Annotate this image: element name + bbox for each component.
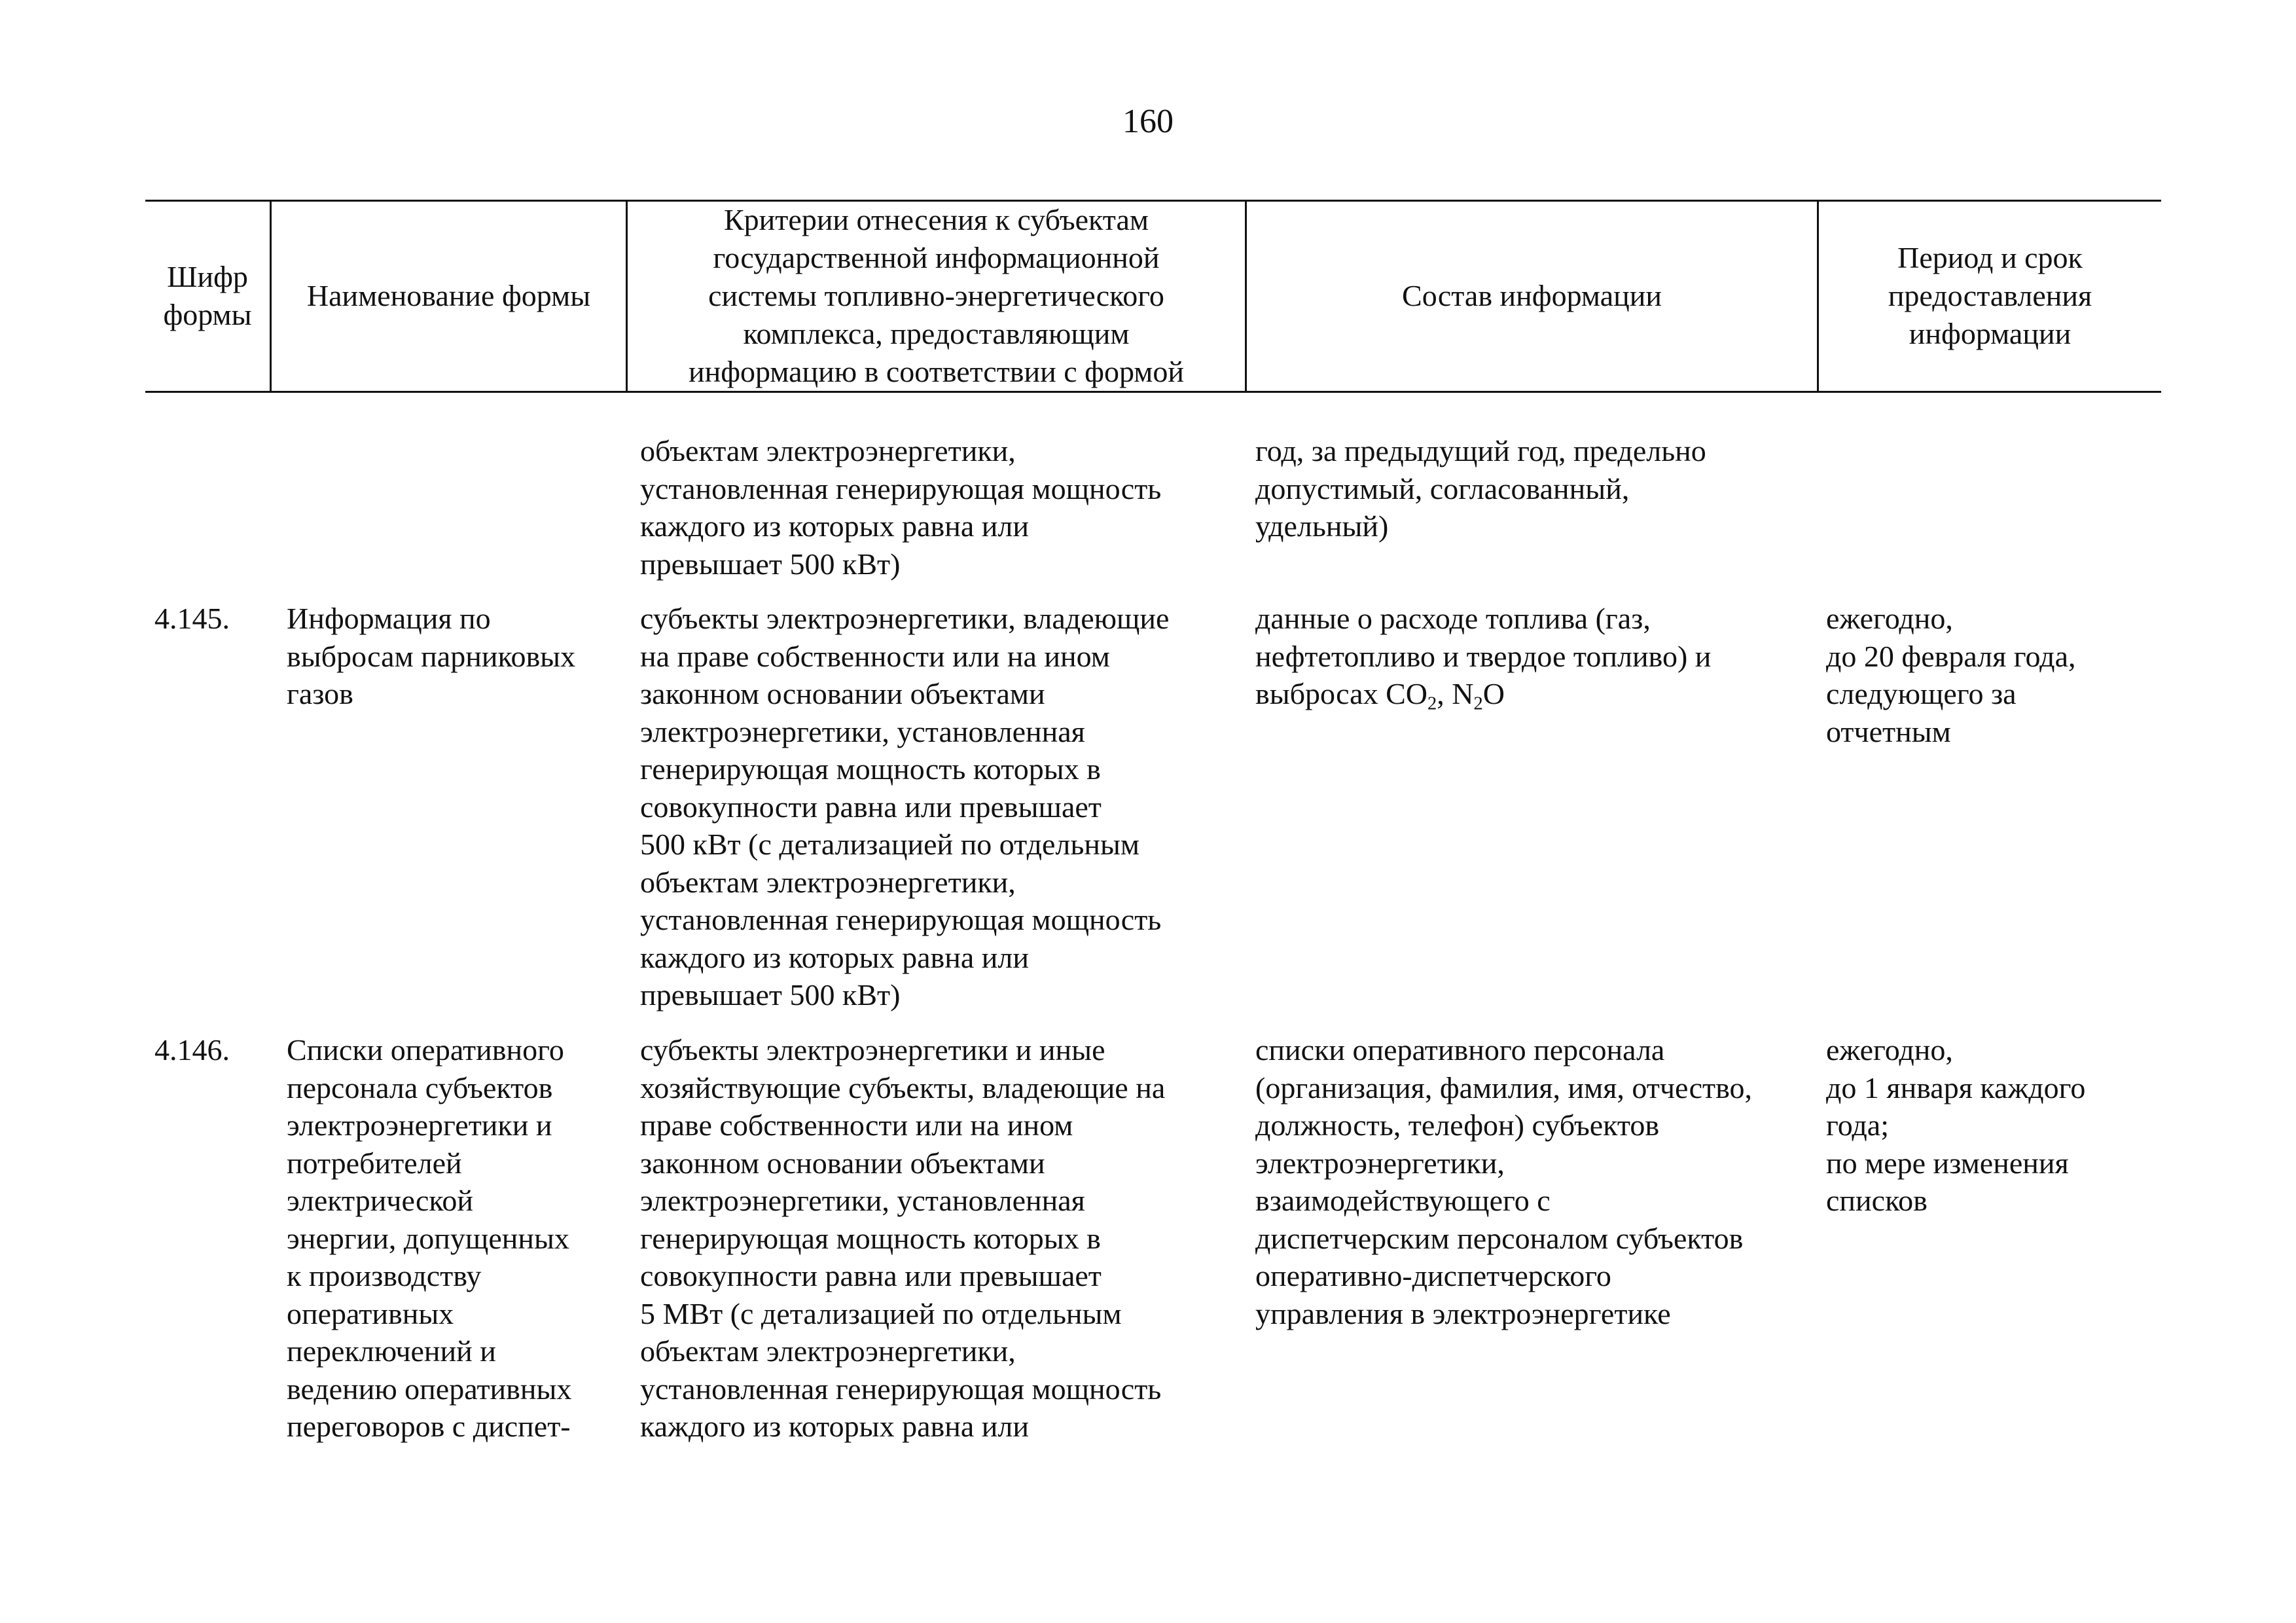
header-form-name: Наименование формы xyxy=(306,279,591,312)
row-continuation-criteria: объектам электроэнергетики, установленная генерирующая мощность каждого из которых равна или превышает 500 кВт) xyxy=(640,434,1162,581)
info-co-text: выбросах CO xyxy=(1255,677,1427,710)
header-code: Шифр формы xyxy=(163,260,252,331)
info-n-text: , N xyxy=(1437,677,1474,710)
info-line-2: нефтетопливо и твердое топливо) и xyxy=(1255,639,1712,673)
row-4-146-code: 4.146. xyxy=(154,1033,230,1067)
table-header-bottom-rule xyxy=(145,391,2161,393)
info-line-1: данные о расходе топлива (газ, xyxy=(1255,602,1651,635)
row-4-146-criteria: субъекты электроэнергетики и иные хозяйствующие субъекты, владеющие на праве собственности или на ином законном основании объектами электроэнергетики, установленная генерирующая мощность которых в совокупности равна или превышает 5 МВт (с детализацией по отдельным объектам электроэнергетики, установленная генерирующая мощность каждого из которых равна или xyxy=(640,1033,1166,1443)
row-4-146-period: ежегодно, до 1 января каждого года; по мере изменения списков xyxy=(1826,1033,2086,1217)
info-line-3 xyxy=(1255,677,1505,714)
info-n2o-subscript: 2 xyxy=(1473,693,1483,714)
header-info: Состав информации xyxy=(1402,279,1662,312)
row-4-146-info: списки оперативного персонала (организация, фамилия, имя, отчество, должность, телефон) субъектов электроэнергетики, взаимодействующего с диспетчерским персоналом субъектов оперативно-диспетчерского управления в электроэнергетике xyxy=(1255,1033,1752,1330)
row-4-146-name: Списки оперативного персонала субъектов электроэнергетики и потребителей электрической энергии, допущенных к производству оперативных переключений и ведению оперативных переговоров с диспет- xyxy=(287,1033,572,1443)
info-o-text: O xyxy=(1482,677,1505,710)
row-continuation-info: год, за предыдущий год, предельно допустимый, согласованный, удельный) xyxy=(1255,434,1706,543)
row-4-145-name: Информация по выбросам парниковых газов xyxy=(287,602,576,710)
info-co2-subscript: 2 xyxy=(1427,693,1437,714)
row-4-145-period: ежегодно, до 20 февраля года, следующего за отчетным xyxy=(1826,602,2076,748)
row-4-145-code: 4.145. xyxy=(154,602,230,635)
row-4-145-info xyxy=(1255,600,1799,713)
header-period: Период и срок предоставления информации xyxy=(1888,241,2092,350)
page-number: 160 xyxy=(1122,103,1174,140)
row-4-145-criteria: субъекты электроэнергетики, владеющие на праве собственности или на ином законном основании объектами электроэнергетики, установленная генерирующая мощность которых в совокупности равна или превышает 500 кВт (с детализацией по отдельным объектам электроэнергетики, установленная генерирующая мощность каждого из которых равна или превышает 500 кВт) xyxy=(640,602,1170,1012)
header-criteria: Критерии отнесения к субъектам государственной информационной системы топливно-энергетического комплекса, предоставляющим информацию в соответствии с формой xyxy=(688,203,1185,388)
